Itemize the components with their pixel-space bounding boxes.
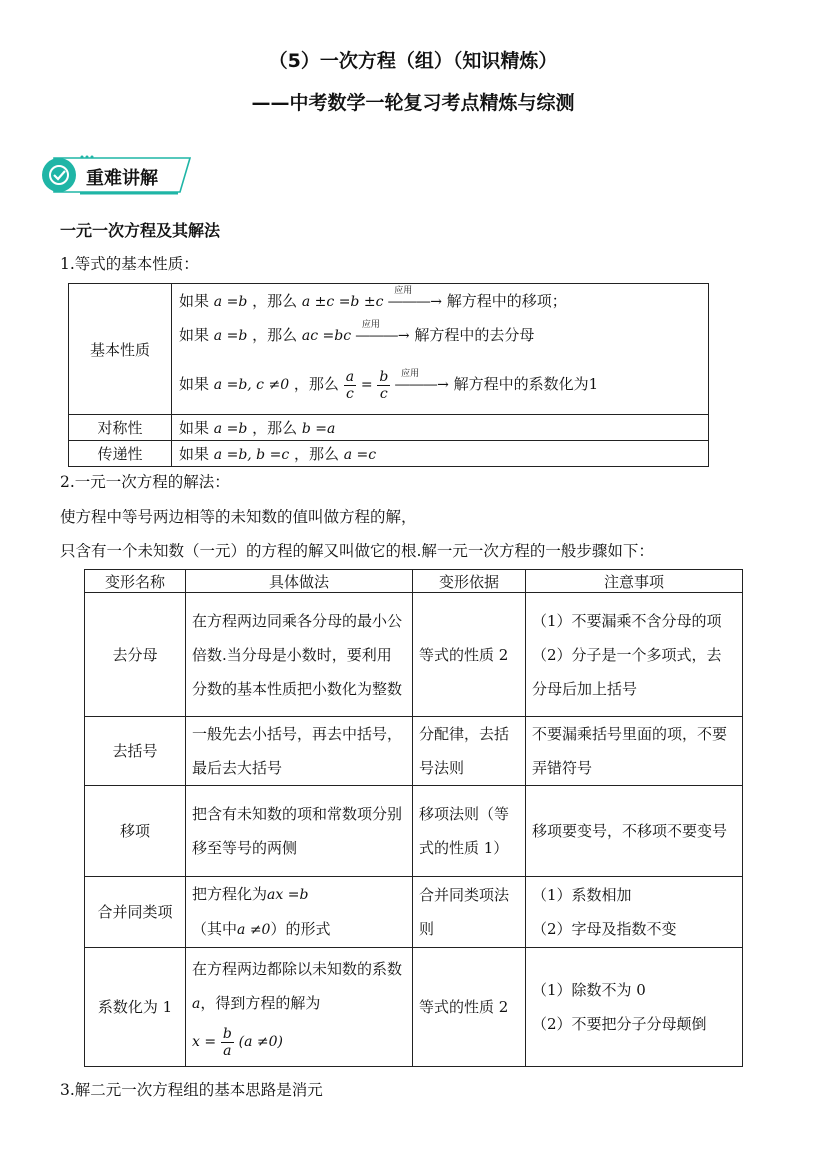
expr-a-eq-b: a =b	[213, 294, 248, 310]
use-1: 解方程中的移项	[446, 292, 552, 310]
header-basis: 变形依据	[413, 570, 526, 593]
paragraph-4: 只含有一个未知数（一元）的方程的解又叫做它的根.解一元一次方程的一般步骤如下：	[60, 542, 654, 560]
step-basis: 移项法则（等式的性质 1）	[413, 786, 526, 877]
step-notes	[526, 877, 743, 948]
use-1-tail: ；	[551, 292, 567, 310]
table-row	[69, 415, 709, 441]
table-row	[69, 284, 709, 415]
var-a: a	[192, 996, 201, 1012]
method-line-1	[192, 952, 406, 1021]
text-ruguo: 如果	[179, 375, 210, 393]
step-name: 移项	[85, 786, 186, 877]
page-title: （5）一次方程（组）（知识精炼）	[268, 50, 558, 72]
step-method: 把含有未知数的项和常数项分别移至等号的两侧	[186, 786, 413, 877]
method-tail: ，得到方程的解为	[200, 994, 321, 1012]
equality-properties-table	[68, 283, 709, 467]
step-basis: 合并同类项法则	[413, 877, 526, 948]
step-notes: 移项要变号，不移项不要变号	[526, 786, 743, 877]
note-1: （1）系数相加	[532, 886, 632, 904]
transitivity-cell	[172, 441, 709, 467]
row-label-symmetry: 对称性	[69, 415, 172, 441]
table-row	[85, 786, 743, 877]
step-method	[186, 877, 413, 948]
paragraph-3: 使方程中等号两边相等的未知数的值叫做方程的解，	[60, 508, 417, 526]
text-nameme: ，那么	[293, 375, 339, 393]
step-basis: 分配律，去括号法则	[413, 717, 526, 786]
property-line-3	[179, 355, 708, 413]
step-method	[186, 948, 413, 1067]
sol-x: x =	[192, 1034, 217, 1050]
row-label-basic: 基本性质	[69, 284, 172, 415]
step-method: 在方程两边同乘各分母的最小公倍数.当分母是小数时，要利用分数的基本性质把小数化为整数	[186, 593, 413, 717]
text-nameme: ，那么	[252, 419, 298, 437]
table-row	[85, 717, 743, 786]
text-nameme: ，那么	[252, 326, 298, 344]
basic-properties-cell	[172, 284, 709, 415]
row-label-transitivity: 传递性	[69, 441, 172, 467]
frac-num: b	[222, 1025, 232, 1042]
method-pre: 把方程化为	[192, 885, 268, 903]
expr-b-eq-a: b =a	[301, 421, 336, 437]
text-nameme: ，那么	[293, 445, 339, 463]
step-name: 去括号	[85, 717, 186, 786]
table-row	[69, 441, 709, 467]
table-row	[85, 948, 743, 1067]
step-name: 合并同类项	[85, 877, 186, 948]
paragraph-2: 2.一元一次方程的解法：	[60, 473, 230, 491]
frac-den: c	[379, 385, 388, 402]
paragraph-1: 1.等式的基本性质：	[60, 255, 199, 273]
text-ruguo: 如果	[179, 419, 210, 437]
step-basis: 等式的性质 2	[413, 948, 526, 1067]
expr-ax-eq-b: ax =b	[267, 887, 309, 903]
solving-steps-table	[84, 569, 743, 1067]
symmetry-cell	[172, 415, 709, 441]
page-subtitle: ——中考数学一轮复习考点精炼与综测	[251, 92, 575, 114]
fraction-b-c	[377, 369, 390, 402]
frac-den: c	[345, 385, 354, 402]
text-nameme: ，那么	[252, 292, 298, 310]
paragraph-5: 3.解二元一次方程组的基本思路是消元	[60, 1081, 323, 1099]
table-row	[85, 593, 743, 717]
expr-a-eq-b: a =b	[213, 421, 248, 437]
note-2: （2）分子是一个多项式，去分母后加上括号	[532, 645, 722, 698]
expr-ac-eq-bc: ac =bc	[301, 328, 352, 344]
expr-cond: a =b, c ≠0	[213, 377, 290, 393]
expr-a-neq-0: a ≠0	[237, 922, 271, 938]
property-line-2	[179, 315, 708, 355]
table-row	[85, 877, 743, 948]
fraction-a-c	[344, 369, 356, 402]
arrow-icon: ―――→ 应用	[395, 356, 449, 414]
badge-label: 重难讲解	[86, 168, 158, 189]
method-line-1	[192, 877, 406, 912]
text-ruguo: 如果	[179, 445, 210, 463]
step-name: 去分母	[85, 593, 186, 717]
step-basis: 等式的性质 2	[413, 593, 526, 717]
note-2: （2）不要把分子分母颠倒	[532, 1015, 707, 1033]
step-notes	[526, 593, 743, 717]
arrow-label: 应用	[394, 286, 413, 296]
header-method: 具体做法	[186, 570, 413, 593]
arrow-icon: ―――→ 应用	[356, 316, 410, 356]
frac-num: b	[379, 368, 389, 385]
use-2: 解方程中的去分母	[414, 326, 535, 344]
equals-sign: =	[360, 377, 373, 393]
note-1: （1）不要漏乘不含分母的项	[532, 611, 722, 630]
expr-a-eq-b: a =b	[213, 328, 248, 344]
property-line-1	[179, 287, 708, 315]
frac-num: a	[345, 368, 355, 385]
method-post: ）的形式	[270, 920, 331, 938]
step-name: 系数化为 1	[85, 948, 186, 1067]
sol-cond: (a ≠0)	[238, 1034, 283, 1050]
header-notes: 注意事项	[526, 570, 743, 593]
method-line-2	[192, 912, 406, 947]
text-ruguo: 如果	[179, 326, 210, 344]
table-header-row	[85, 570, 743, 593]
check-circle-icon	[44, 160, 74, 190]
use-3: 解方程中的系数化为1	[453, 375, 599, 393]
method-mid: （其中	[192, 920, 238, 938]
expr-a-eq-c: a =c	[343, 447, 377, 463]
expr-ab-bc: a =b, b =c	[213, 447, 290, 463]
arrow-label: 应用	[361, 320, 380, 330]
step-notes: 不要漏乘括号里面的项，不要弄错符号	[526, 717, 743, 786]
frac-den: a	[223, 1042, 232, 1059]
method-line: 在方程两边都除以未知数的系数	[192, 960, 403, 978]
expr-a-pm-c: a ±c =b ±c	[301, 294, 384, 310]
arrow-label: 应用	[401, 369, 420, 379]
section-heading: 一元一次方程及其解法	[60, 221, 221, 240]
text-ruguo: 如果	[179, 292, 210, 310]
solution-line	[192, 1021, 406, 1062]
step-method: 一般先去小括号，再去中括号，最后去大括号	[186, 717, 413, 786]
header-name: 变形名称	[85, 570, 186, 593]
arrow-icon: ―――→ 应用	[388, 288, 442, 316]
fraction-b-a	[221, 1026, 234, 1059]
note-2: （2）字母及指数不变	[532, 920, 677, 938]
note-1: （1）除数不为 0	[532, 981, 646, 999]
step-notes	[526, 948, 743, 1067]
